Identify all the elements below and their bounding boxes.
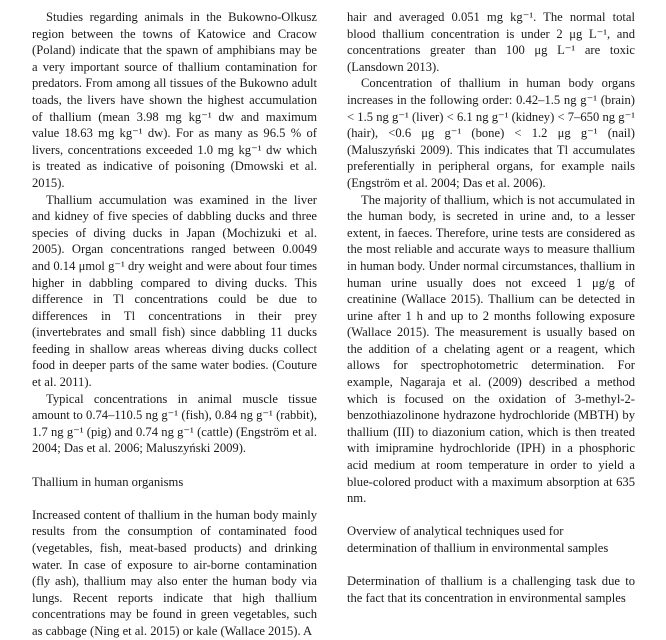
paragraph-ducks-japan: Thallium accumulation was examined in the liver and kidney of five species of dabbling ducks and three species of diving ducks in Japan (Mochizuki et al. 2005). Organ concentrations ranged between 0.0049 and 0.14 μmol g⁻¹ dry weight and were about four times higher in dabbling compared to diving ducks. This difference in Tl concentrations could be due to differences in Tl concentrations in their prey (invertebrates and small fish) since dabbling 11 ducks feeding in shallow areas whereas diving ducks collect food in deeper parts of the same water bodies. (Couture et al. 2011). [32,192,317,390]
section-gap [347,507,635,524]
paragraph-amphibian-toads: Studies regarding animals in the Bukowno-Olkusz region between the towns of Katowice and Cracow (Poland) indicate that the spawn of amphibians may be a very important source of thallium contamination for predators. From among all tissues of the Bukowno adult toads, the livers have shown the highest accumulation of thallium (mean 3.98 mg kg⁻¹ dw and maximum value 18.63 mg kg⁻¹ dw). For as many as 96.5 % of livers, concentrations exceeded 1.0 mg kg⁻¹ dw which is treated as indicative of poisoning (Dmowski et al. 2015). [32,10,317,190]
right-column [347,9,635,606]
section-heading-human-organisms: Thallium in human organisms [32,474,184,489]
section-heading-analytical-techniques: Overview of analytical techniques used for determination of thallium in environmental samples [347,524,609,555]
paragraph-human-intake: Increased content of thallium in the human body mainly results from the consumption of contaminated food (vegetables, fish, meat-based products) and drinking water. In case of exposure to air-borne contamination (fly ash), thallium may also enter the human body via lungs. Recent reports indicate that high thallium concentrations may be found in green vegetables, such as cabbage (Ning et al. 2015) or kale (Wallace 2015). A [32,507,317,638]
section-gap [32,490,317,507]
left-column [32,9,317,640]
paragraph-muscle-tissue: Typical concentrations in animal muscle tissue amount to 0.74–110.5 ng g⁻¹ (fish), 0.84 ng g⁻¹ (rabbit), 1.7 ng g⁻¹ (pig) and 0.74 ng g⁻¹ (cattle) (Engström et al. 2004; Das et al. 2006; Maluszyński 2009). [32,391,317,456]
paragraph-urine-secretion: The majority of thallium, which is not accumulated in the human body, is secreted in urine and, to a lesser extent, in faeces. Therefore, urine tests are considered as the most reliable and accurate ways to measure thallium in human body. Under normal circumstances, thallium in human urine usually does not exceed 1 μg/g of creatinine (Wallace 2015). Thallium can be detected in urine after 1 h and up to 2 months following exposure (Wallace 2015). The measurement is usually based on the addition of a chelating agent or a reagent, which allows for spectrophotometric determination. For example, Nagaraja et al. (2009) described a method which is focused on the oxidation of 3-methyl-2-benzothiazolinone hydrazone hydrochloride (MBTH) by thallium (III) to diazonium cation, which is then treated with imipramine hydrochloride (IPH) in a phosphoric acid medium at room temperature in order to yield a blue-colored product with a maximum absorption at 635 nm. [347,192,635,506]
paragraph-determination: Determination of thallium is a challenging task due to the fact that its concentration in environmental samples [347,574,635,605]
paragraph-hair-blood: hair and averaged 0.051 mg kg⁻¹. The normal total blood thallium concentration is under 2 μg L⁻¹, and concentrations greater than 100 μg L⁻¹ are toxic (Lansdown 2013). [347,10,635,74]
section-gap [347,557,635,574]
section-gap [32,457,317,474]
paragraph-organ-concentrations: Concentration of thallium in human body organs increases in the following order: 0.42–1.5 ng g⁻¹ (brain) < 1.5 ng g⁻¹ (liver) < 6.1 ng g⁻¹ (kidney) < 7–650 ng g⁻¹ (hair), <0.6 μg g⁻¹ (bone) < 1.2 μg g⁻¹ (nail) (Maluszyński 2009). This indicates that Tl accumulates preferentially in peripheral organs, for example nails (Engström et al. 2004; Das et al. 2006). [347,76,635,190]
